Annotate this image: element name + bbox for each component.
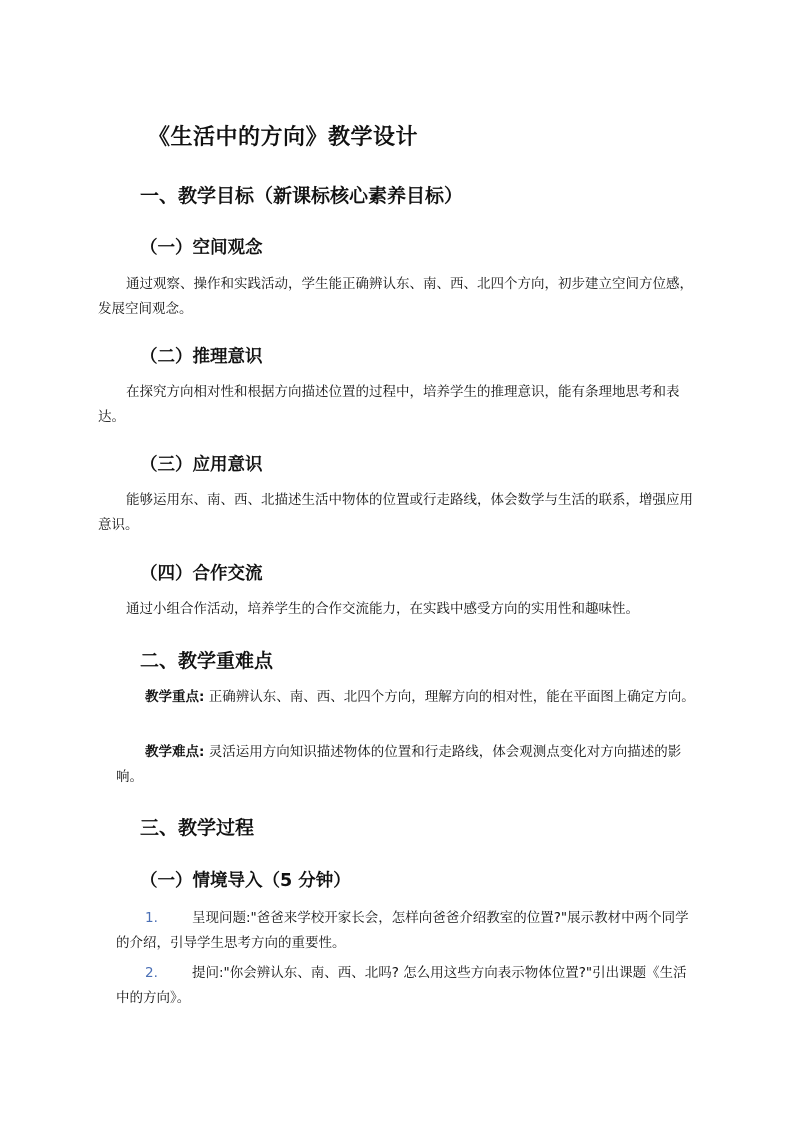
subsection-1-heading: （一）空间观念: [140, 238, 263, 258]
key-point-paragraph: [116, 685, 696, 710]
section-1-heading: 一、教学目标（新课标核心素养目标）: [140, 185, 464, 207]
difficulty-label: 教学难点:: [145, 744, 205, 760]
subsection-1-text: 通过观察、操作和实践活动，学生能正确辨认东、南、西、北四个方向，初步建立空间方位感，发展空间观念。: [98, 276, 693, 317]
section-2-heading: 二、教学重难点: [140, 650, 274, 672]
difficulty-text: 灵活运用方向知识描述物体的位置和行走路线，体会观测点变化对方向描述的影响。: [116, 744, 682, 785]
key-point-text: 正确辨认东、南、西、北四个方向，理解方向的相对性，能在平面图上确定方向。: [208, 689, 695, 705]
subsection-2-heading: （二）推理意识: [140, 347, 263, 367]
subsection-4-heading: （四）合作交流: [140, 564, 263, 584]
step-2-number: 2.: [145, 965, 158, 981]
step-1-number: 1.: [145, 910, 158, 926]
step-1-text: 呈现问题:"爸爸来学校开家长会，怎样向爸爸介绍教室的位置?"展示教材中两个同学的介绍，引导学生思考方向的重要性。: [116, 910, 689, 951]
step-2-text: 提问:"你会辨认东、南、西、北吗? 怎么用这些方向表示物体位置?"引出课题《生活中的方向》。: [116, 965, 687, 1006]
process-subsection-1-heading: （一）情境导入（5 分钟）: [140, 871, 351, 891]
key-point-label: 教学重点:: [145, 689, 205, 705]
document-title: 《生活中的方向》教学设计: [148, 125, 419, 150]
section-3-heading: 三、教学过程: [140, 817, 255, 839]
difficulty-paragraph: [116, 740, 696, 790]
subsection-2-text: 在探究方向相对性和根据方向描述位置的过程中，培养学生的推理意识，能有条理地思考和表达。: [98, 384, 680, 425]
subsection-3-heading: （三）应用意识: [140, 455, 263, 475]
subsection-4-text: 通过小组合作活动，培养学生的合作交流能力，在实践中感受方向的实用性和趣味性。: [126, 601, 639, 617]
subsection-3-text: 能够运用东、南、西、北描述生活中物体的位置或行走路线，体会数学与生活的联系，增强应用意识。: [98, 492, 693, 533]
